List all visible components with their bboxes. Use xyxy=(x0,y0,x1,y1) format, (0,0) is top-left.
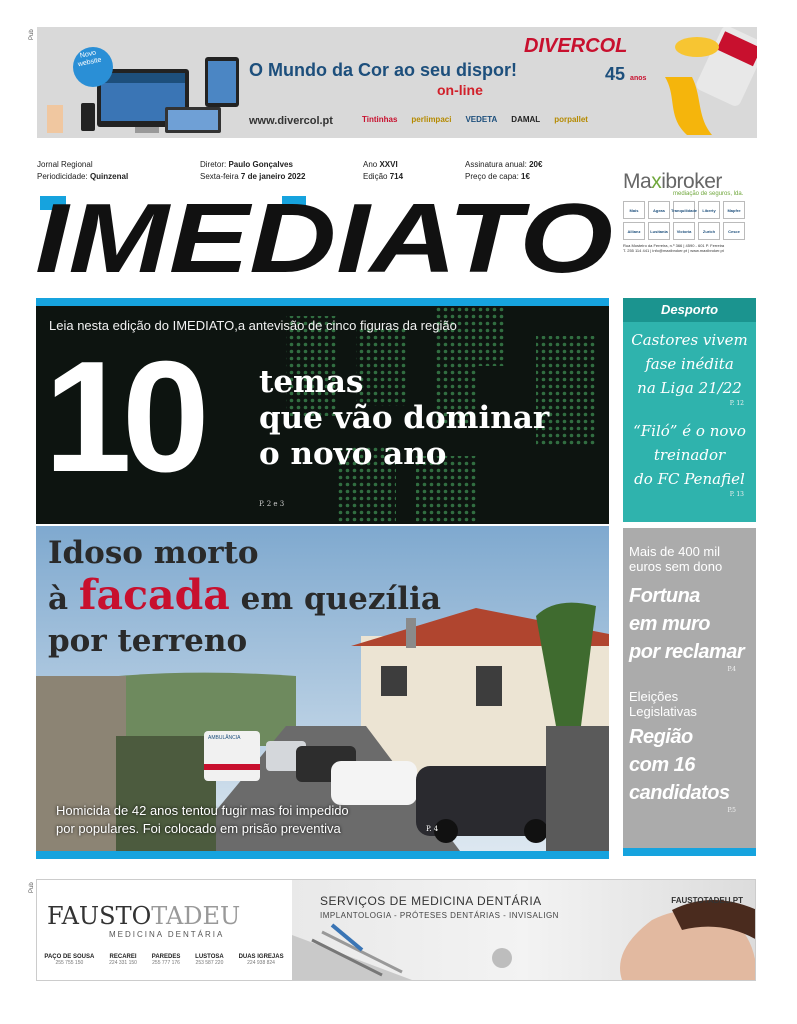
headline-line: o novo ano xyxy=(259,436,447,472)
title-line: Idoso morto xyxy=(48,535,259,571)
clinic-name: LUSTOSA xyxy=(195,954,224,960)
title-part: em quezília xyxy=(229,581,441,617)
edicao-value: 714 xyxy=(389,172,404,181)
clinic-name: DUAS IGREJAS xyxy=(238,954,284,960)
maxibroker-name-c: ibroker xyxy=(661,170,722,193)
maxibroker-address xyxy=(623,243,758,253)
kicker-line: Legislativas xyxy=(629,704,697,719)
story-line: Castores vivem xyxy=(631,331,748,349)
partner-logo: Victoria xyxy=(673,222,695,240)
accent-bar xyxy=(623,848,756,856)
headline-line: Fortuna xyxy=(629,585,700,607)
maxibroker-advertisement[interactable] xyxy=(623,170,758,274)
anniversary-label: anos xyxy=(630,75,647,82)
title-line: por terreno xyxy=(48,623,248,659)
clinic-name: RECAREI xyxy=(109,954,137,960)
partner-logo: Liberty xyxy=(698,201,720,219)
partner-logo: Mapfre xyxy=(723,201,745,219)
story-line: fase inédita xyxy=(645,355,734,373)
preco-label: Preço de capa: xyxy=(465,172,519,181)
partner-logo: Mais xyxy=(623,201,645,219)
clinic-phone: 255 777 176 xyxy=(152,960,180,966)
masthead-info-price xyxy=(465,159,542,183)
director-value: Paulo Gonçalves xyxy=(228,160,293,169)
clinic-phone: 255 755 150 xyxy=(55,960,84,966)
clinic-location xyxy=(152,954,181,966)
sports-header: Desporto xyxy=(623,298,756,322)
ano-label: Ano xyxy=(363,160,378,169)
dental-services-title: SERVIÇOS DE MEDICINA DENTÁRIA xyxy=(320,894,542,908)
preco-value: 1€ xyxy=(521,172,530,181)
dental-services-panel xyxy=(292,880,756,980)
headline-line: por reclamar xyxy=(629,641,745,663)
dental-services-list: IMPLANTOLOGIA - PRÓTESES DENTÁRIAS - INVISALIGN xyxy=(320,911,559,920)
partner-logo: Lusitania xyxy=(648,222,670,240)
fortune-headline[interactable] xyxy=(623,582,756,666)
partner-logo: Tranquilidade xyxy=(673,201,695,219)
photo-story-title xyxy=(48,532,441,662)
elections-headline[interactable] xyxy=(623,723,756,807)
sports-story-1[interactable] xyxy=(623,328,756,400)
main-story-headline xyxy=(259,364,549,472)
story-line: do FC Penafiel xyxy=(634,470,745,488)
caption-line: por populares. Foi colocado em prisão preventiva xyxy=(56,821,341,836)
sub-brand: perlimpaci xyxy=(411,115,452,124)
fausto-tadeu-subtitle: MEDICINA DENTÁRIA xyxy=(109,930,225,939)
maxibroker-name-a: Ma xyxy=(623,170,652,193)
sub-brand: DAMAL xyxy=(511,115,541,124)
periodicidade-value: Quinzenal xyxy=(89,172,129,181)
kicker-line: Eleições xyxy=(629,689,679,704)
headline-line: em muro xyxy=(629,613,710,635)
sub-brand: VEDETA xyxy=(465,115,498,124)
fausto-tadeu-logo xyxy=(47,902,240,930)
maxibroker-name-b: x xyxy=(651,170,662,193)
main-story-number: 10 xyxy=(44,329,200,505)
partner-logo: Zurich xyxy=(698,222,720,240)
paint-can-icon xyxy=(657,27,757,138)
assinatura-label: Assinatura anual: xyxy=(465,160,527,169)
accent-bar xyxy=(36,851,609,859)
caption-line: Homicida de 42 anos tentou fugir mas foi impedido xyxy=(56,803,349,818)
clinic-location xyxy=(44,954,94,966)
divercol-advertisement[interactable] xyxy=(37,27,757,138)
partner-logo: Allianz xyxy=(623,222,645,240)
fortune-ref: P.4 xyxy=(727,666,736,673)
ad-slogan: O Mundo da Cor ao seu dispor! xyxy=(249,60,518,80)
clinic-locations xyxy=(37,954,291,966)
ano-value: XXVI xyxy=(379,160,398,169)
clinic-location xyxy=(109,954,137,966)
main-story-kicker: Leia nesta edição do IMEDIATO,a antevisão de cinco figuras da região xyxy=(49,318,457,333)
accent-bar xyxy=(36,298,609,306)
new-website-badge: Novo website xyxy=(77,49,103,69)
periodicidade-label: Periodicidade: xyxy=(37,172,88,181)
elections-ref: P.5 xyxy=(727,807,736,814)
brand-part: TADEU xyxy=(151,902,241,930)
sports-story-2[interactable] xyxy=(623,419,756,491)
headline-line: Região xyxy=(629,726,693,748)
headline-line: temas xyxy=(259,364,364,400)
masthead-info-left xyxy=(37,159,128,183)
headline-line: com 16 xyxy=(629,754,695,776)
date-value: 7 de janeiro 2022 xyxy=(240,172,306,181)
pub-label-bottom: Pub xyxy=(29,882,35,893)
divercol-logo xyxy=(524,35,627,58)
title-part: à xyxy=(48,581,79,617)
story-line: “Filó” é o novo xyxy=(633,422,746,440)
clinic-phone: 224 938 824 xyxy=(247,960,275,966)
sub-brand: porpallet xyxy=(554,115,588,124)
anniversary-badge xyxy=(605,64,646,85)
sports-section[interactable] xyxy=(623,298,756,522)
masthead-info-edition xyxy=(363,159,403,183)
imediato-logo[interactable] xyxy=(35,188,615,278)
partner-logos xyxy=(623,201,758,240)
photo-story[interactable] xyxy=(36,526,609,859)
date-prefix: Sexta-feira xyxy=(200,172,239,181)
clinic-location xyxy=(195,954,224,966)
title-highlight: facada xyxy=(78,571,230,619)
jornal-regional-label: Jornal Regional xyxy=(37,160,93,169)
assinatura-value: 20€ xyxy=(529,160,543,169)
pub-label-top: Pub xyxy=(29,29,35,40)
clinic-location xyxy=(239,954,284,966)
anniversary-number: 45 xyxy=(605,64,626,84)
ambulance-text: AMBULÂNCIA xyxy=(208,735,241,741)
sub-brands-list xyxy=(362,115,588,124)
fausto-tadeu-advertisement[interactable] xyxy=(36,879,756,981)
director-label: Diretor: xyxy=(200,160,227,169)
elections-kicker xyxy=(623,689,756,719)
maxibroker-tagline: mediação de seguros, lda. xyxy=(673,191,744,197)
main-headline-story[interactable] xyxy=(36,298,609,524)
story-line: treinador xyxy=(653,446,726,464)
partner-logo: Ageas xyxy=(648,201,670,219)
imediato-logo-text: IMEDIATO xyxy=(35,188,613,278)
edicao-label: Edição xyxy=(363,172,388,181)
side-news-box[interactable] xyxy=(623,528,756,856)
kicker-line: Mais de 400 mil xyxy=(629,544,721,559)
brand-part: FAUSTO xyxy=(47,902,152,930)
clinic-name: PAÇO DE SOUSA xyxy=(44,954,95,960)
maxibroker-contact-line: T. 255 114 441 | info@maxibroker.pt | www.maxibroker.pt xyxy=(623,248,724,253)
clinic-phone: 224 331 150 xyxy=(109,960,137,966)
sports-story-1-ref: P. 12 xyxy=(729,400,744,407)
sub-brand: Tintinhas xyxy=(362,115,398,124)
partner-logo: Cesce xyxy=(723,222,745,240)
clinic-name: PAREDES xyxy=(151,954,181,960)
maxibroker-address-line: Rua Mosteiro da Ferreira, n.º 366 | 4590 - 601 P. Ferreira xyxy=(623,243,725,248)
sports-story-2-ref: P. 13 xyxy=(729,491,744,498)
fausto-tadeu-website[interactable]: FAUSTOTADEU.PT xyxy=(671,896,743,905)
kicker-line: euros sem dono xyxy=(629,559,723,574)
fausto-tadeu-brand-panel xyxy=(37,880,291,980)
fortune-kicker xyxy=(623,544,756,574)
headline-line: candidatos xyxy=(629,782,730,804)
ad-url[interactable]: www.divercol.pt xyxy=(249,115,333,127)
photo-story-page-ref: P. 4 xyxy=(426,825,439,833)
ad-online-label: on-line xyxy=(437,82,483,98)
clinic-phone: 253 587 220 xyxy=(195,960,224,966)
headline-line: que vão dominar xyxy=(259,400,550,436)
photo-story-caption xyxy=(56,802,349,838)
divercol-logo-text: DIVERCOL xyxy=(524,35,628,57)
story-line: na Liga 21/22 xyxy=(637,379,742,397)
masthead-info-director xyxy=(200,159,305,183)
main-story-page-ref: P. 2 e 3 xyxy=(259,500,285,508)
